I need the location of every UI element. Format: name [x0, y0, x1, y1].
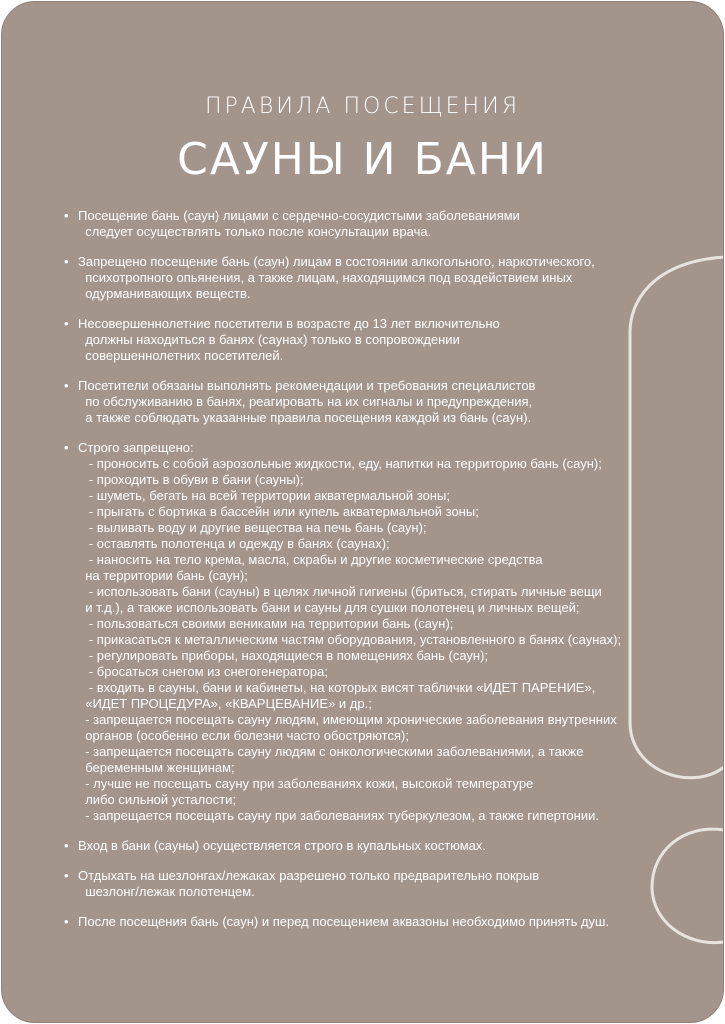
rule-line: - оставлять полотенца и одежду в банях (саунах);	[78, 536, 390, 551]
rules-list	[64, 208, 656, 944]
bullet-icon: •	[64, 914, 69, 929]
bullet-icon: •	[64, 838, 69, 853]
rule-line: - запрещается посещать сауну людям, имеющим хронические заболевания внутренних	[78, 712, 617, 727]
rule-line: - проносить с собой аэрозольные жидкости, еду, напитки на территорию бань (саун);	[78, 456, 602, 471]
rule-line: - запрещается посещать сауну людям с онкологическими заболеваниями, а также	[78, 744, 584, 759]
rule-line: «ИДЕТ ПРОЦЕДУРА», «КВАРЦЕВАНИЕ» и др.;	[78, 696, 372, 711]
rule-item	[64, 440, 656, 824]
rule-item	[64, 914, 656, 930]
page-subtitle: ПРАВИЛА ПОСЕЩЕНИЯ	[205, 94, 520, 119]
rule-item	[64, 208, 656, 240]
rule-item	[64, 254, 656, 302]
rule-line: Несовершеннолетние посетители в возрасте до 13 лет включительно	[78, 316, 500, 331]
bullet-icon: •	[64, 378, 69, 393]
bullet-icon: •	[64, 254, 69, 269]
bullet-icon: •	[64, 440, 69, 455]
rule-line: - наносить на тело крема, масла, скрабы и другие косметические средства	[78, 552, 543, 567]
rule-line: - бросаться снегом из снегогенератора;	[78, 664, 328, 679]
rule-line: - выливать воду и другие вещества на печь бань (саун);	[78, 520, 427, 535]
rule-line: - входить в сауны, бани и кабинеты, на которых висят таблички «ИДЕТ ПАРЕНИЕ»,	[78, 680, 596, 695]
rule-line: Отдыхать на шезлонгах/лежаках разрешено только предварительно покрыв	[78, 868, 540, 883]
rule-line: - использовать бани (сауны) в целях личной гигиены (бриться, стирать личные вещи	[78, 584, 602, 599]
rule-line: Посетители обязаны выполнять рекомендации и требования специалистов	[78, 378, 536, 393]
rule-line: - прыгать с бортика в бассейн или купель акватермальной зоны;	[78, 504, 479, 519]
rule-line: шезлонг/лежак полотенцем.	[78, 884, 255, 899]
rule-line: - шуметь, бегать на всей территории акватермальной зоны;	[78, 488, 450, 503]
rule-line: беременным женщинам;	[78, 760, 235, 775]
rule-line: следует осуществлять только после консультации врача.	[78, 224, 432, 239]
rule-item	[64, 378, 656, 426]
rule-line: - прикасаться к металлическим частям оборудования, установленного в банях (саунах);	[78, 632, 622, 647]
bullet-icon: •	[64, 868, 69, 883]
rule-line: одурманивающих веществ.	[78, 286, 251, 301]
rule-line: - регулировать приборы, находящиеся в помещениях бань (саун);	[78, 648, 489, 663]
rule-line: на территории бань (саун);	[78, 568, 248, 583]
rule-item	[64, 838, 656, 854]
rule-item	[64, 316, 656, 364]
rule-line: органов (особенно если болезни часто обостряются);	[78, 728, 409, 743]
page-title: САУНЫ И БАНИ	[177, 134, 548, 185]
rule-line: а также соблюдать указанные правила посещения каждой из бань (саун).	[78, 410, 532, 425]
rule-line: должны находиться в банях (саунах) только в сопровождении	[78, 332, 460, 347]
rule-line: - запрещается посещать сауну при заболеваниях туберкулезом, а также гипертонии.	[78, 808, 599, 823]
rule-line: - проходить в обуви в бани (сауны);	[78, 472, 304, 487]
rule-line: и т.д.), а также использовать бани и сауны для сушки полотенец и личных вещей;	[78, 600, 580, 615]
rule-line: психотропного опьянения, а также лицам, находящимся под воздействием иных	[78, 270, 573, 285]
bullet-icon: •	[64, 316, 69, 331]
rule-line: - лучше не посещать сауну при заболеваниях кожи, высокой температуре	[78, 776, 534, 791]
decorative-small-arc	[652, 829, 723, 942]
rule-item	[64, 868, 656, 900]
rule-line: по обслуживанию в банях, реагировать на их сигналы и предупреждения,	[78, 394, 533, 409]
bullet-icon: •	[64, 208, 69, 223]
rule-line: либо сильной усталости;	[78, 792, 236, 807]
rule-line: После посещения бань (саун) и перед посещением аквазоны необходимо принять душ.	[78, 914, 610, 929]
rule-line: - пользоваться своими вениками на территории бань (саун);	[78, 616, 454, 631]
rule-line: совершеннолетних посетителей.	[78, 348, 284, 363]
rules-card	[1, 1, 724, 1023]
rule-line: Запрещено посещение бань (саун) лицам в состоянии алкогольного, наркотического,	[78, 254, 595, 269]
rule-line: Вход в бани (сауны) осуществляется строго в купальных костюмах.	[78, 838, 487, 853]
rule-line: Строго запрещено:	[78, 440, 194, 455]
rule-line: Посещение бань (саун) лицами с сердечно-сосудистыми заболеваниями	[78, 208, 520, 223]
